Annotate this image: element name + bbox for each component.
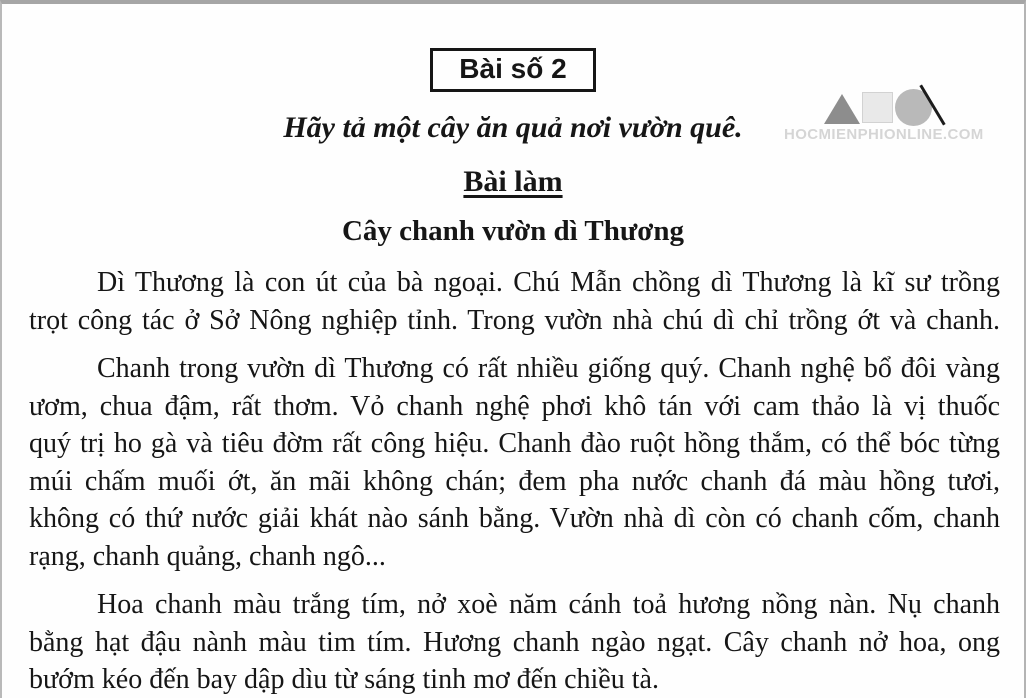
watermark-shapes — [784, 86, 972, 124]
site-watermark — [784, 86, 984, 143]
square-icon — [862, 92, 893, 123]
text-line: rạng, chanh quảng, chanh ngô... — [29, 540, 386, 572]
paragraph-3 — [29, 586, 1000, 698]
essay-body — [29, 264, 1000, 698]
text-line: Dì Thương là con út của bà ngoại. Chú Mẫn chồng dì Thương là kĩ sư trồng — [97, 267, 1000, 298]
essay-title: Cây chanh vườn dì Thương — [341, 215, 684, 247]
text-line: không có thứ nước giải khát nào sánh bằng. Vườn nhà dì còn có chanh cốm, chanh — [29, 503, 1000, 534]
text-line: quý trị ho gà và tiêu đờm rất công hiệu. Chanh đào ruột hồng thắm, có thể bóc từng — [29, 428, 1000, 459]
text-line: trọt công tác ở Sở Nông nghiệp tỉnh. Trong vườn nhà chú dì chỉ trồng ớt và chanh. — [29, 304, 1000, 336]
section-heading-label: Bài làm — [463, 165, 563, 198]
text-line: ươm, chua đậm, rất thơm. Vỏ chanh nghệ phơi khô tán với cam thảo là vị thuốc — [29, 390, 1000, 422]
text-line: Chanh trong vườn dì Thương có rất nhiều giống quý. Chanh nghệ bổ đôi vàng — [97, 353, 1000, 384]
watermark-site-text: HOCMIENPHIONLINE.COM — [784, 126, 984, 143]
paragraph-1 — [29, 264, 1000, 339]
text-line: Hoa chanh màu trắng tím, nở xoè năm cánh toả hương nồng nàn. Nụ chanh — [97, 589, 1000, 620]
lesson-number-label: Bài số 2 — [459, 53, 567, 84]
paragraph-2 — [29, 350, 1000, 575]
lesson-number-box — [430, 48, 595, 92]
text-line: bằng hạt đậu nành màu tim tím. Hương chanh ngào ngạt. Cây chanh nở hoa, ong — [29, 626, 1000, 658]
text-line: múi chấm muối ớt, ăn mãi không chán; đem pha nước chanh đá màu hồng tươi, — [29, 465, 1000, 497]
triangle-icon — [824, 94, 860, 124]
section-heading — [2, 161, 1024, 203]
text-line: bướm kéo đến bay dập dìu từ sáng tinh mơ đến chiều tà. — [29, 664, 659, 695]
essay-prompt: Hãy tả một cây ăn quả nơi vườn quê. — [283, 111, 743, 144]
